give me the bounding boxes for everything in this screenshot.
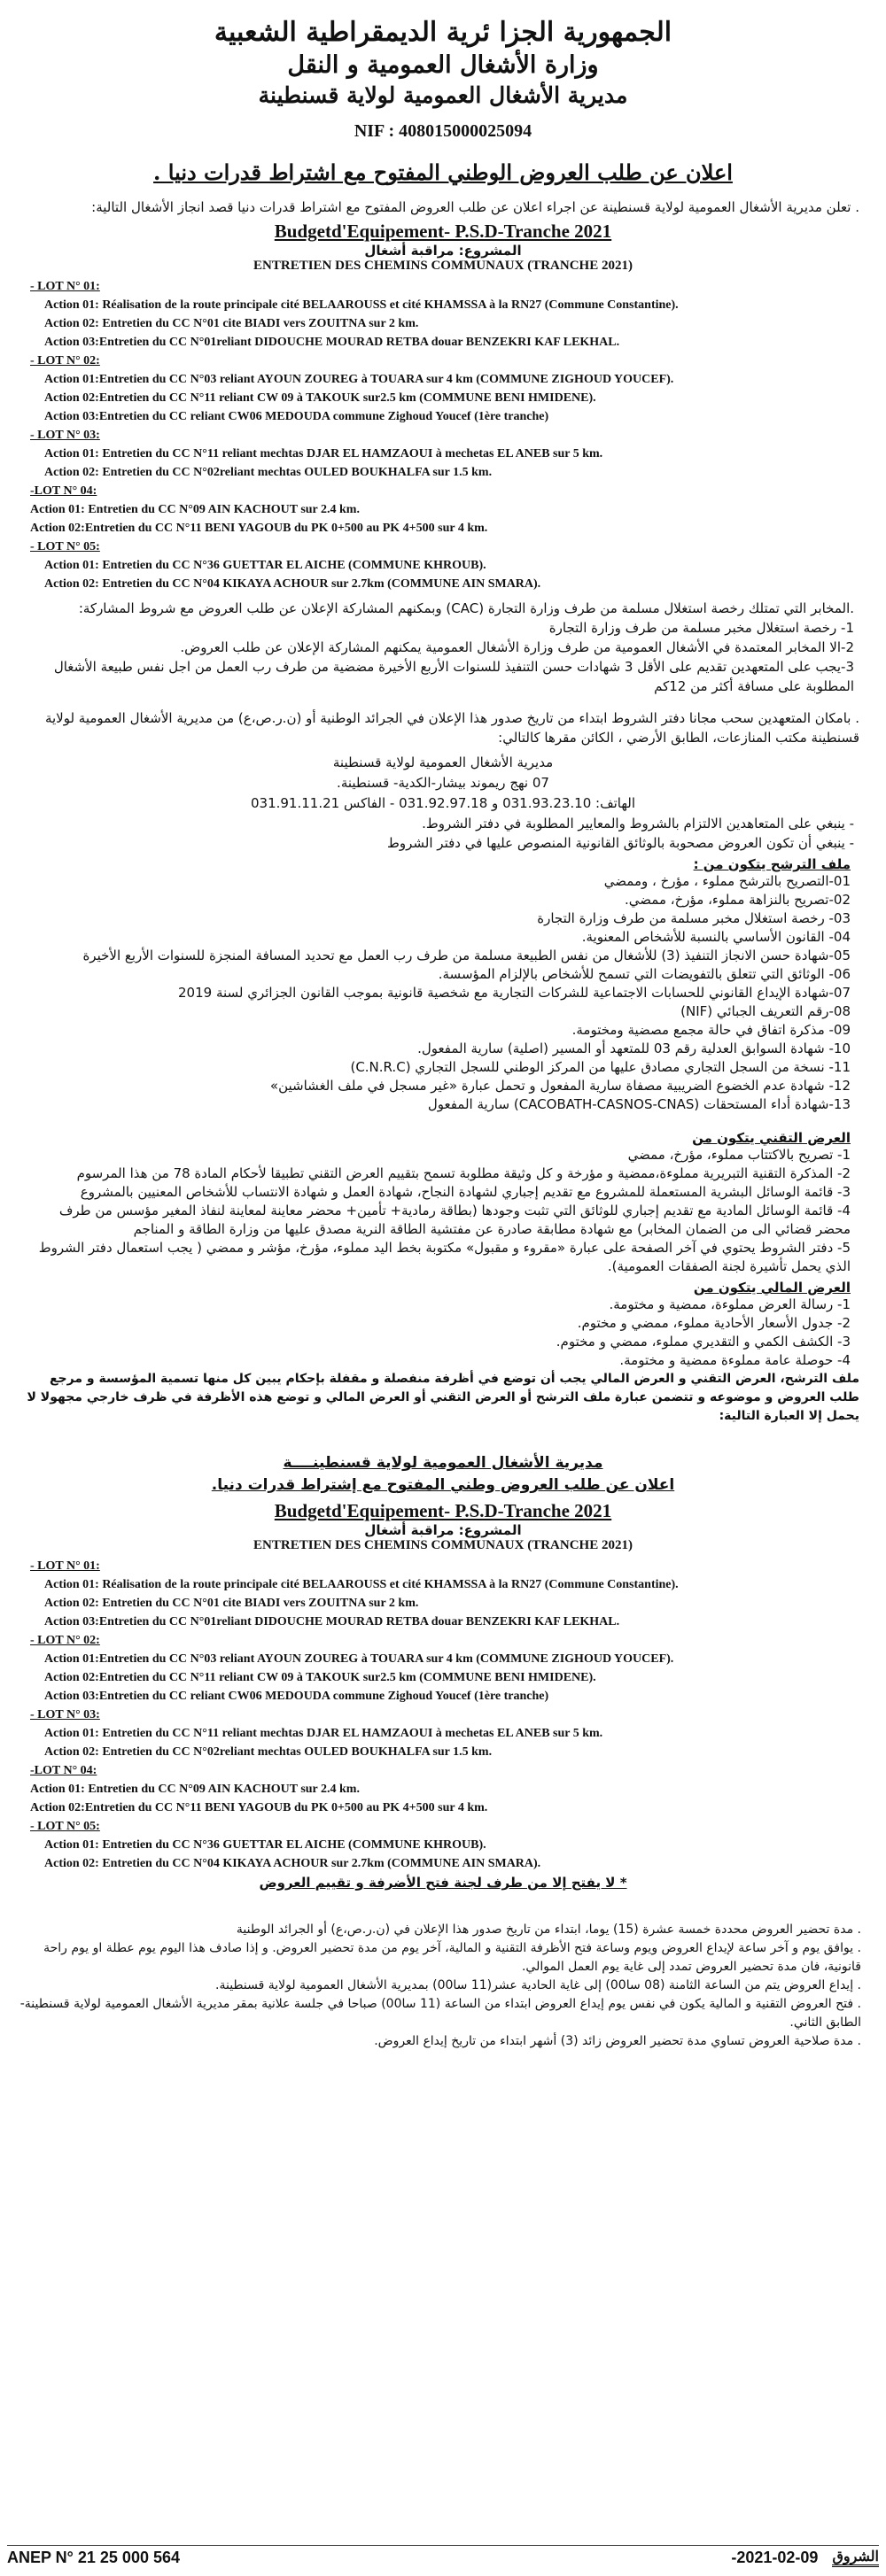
nif-number: NIF : 408015000025094 — [354, 121, 532, 141]
technical-item: 4- قائمة الوسائل المادية مع تقديم إجباري للوثائق التي تثبت وجودها (بطاقة رمادية+ تأمين+ محضر معاينة لمعاينة لنفاذ المغير مؤسس من طرف محضر قضائي الى من الضمان المخابر) مع شهادة مطابقة صادرة عن مفتشية الطاقة النرية مصدق عليها من وزارة الطاقة و المناجم — [58, 1203, 851, 1237]
candidature-item: 09- مذكرة اتفاق في حالة مجمع مصضية ومختومة. — [571, 1022, 851, 1038]
second-project-label: المشروع: مراقبة أشغال — [364, 1522, 522, 1538]
lot-action: Action 03:Entretien du CC reliant CW06 MEDOUDA commune Zighoud Youcef (1ère tranche) — [44, 410, 549, 423]
lot-action: Action 02: Entretien du CC N°02reliant mechtas OULED BOUKHALFA sur 1.5 km. — [44, 1745, 493, 1759]
financial-heading: العرض المالي يتكون من — [693, 1280, 851, 1296]
lot-title: -LOT N° 04: — [30, 1764, 97, 1777]
lot-action: Action 01: Entretien du CC N°09 AIN KACHOUT sur 2.4 km. — [30, 1783, 360, 1796]
commit-lines — [0, 814, 886, 853]
lot-title: - LOT N° 03: — [30, 429, 100, 442]
candidature-item: 07-شهادة الإيداع القانوني للحسابات الاجتماعية للشركات التجارية مع شخصية قانونية بموجب القانون الجزائري لسنة 2019 — [177, 985, 851, 1001]
candidature-item: 05-شهادة حسن الانجاز التنفيذ (3) للأشغال من نفس الطبيعة مسلمة من طرف رب العمل مع تحديد المسافة المنجزة للسنوات الأربع الأخيرة — [82, 948, 851, 963]
lot-action: Action 01: Entretien du CC N°36 GUETTAR EL AICHE (COMMUNE KHROUB). — [44, 559, 486, 572]
financial-list — [0, 1296, 886, 1370]
lot-action: Action 01: Entretien du CC N°36 GUETTAR EL AICHE (COMMUNE KHROUB). — [44, 1838, 486, 1852]
lot-title: - LOT N° 03: — [30, 1708, 100, 1721]
candidature-item: 03- رخصة استغلال مخبر مسلمة من طرف وزارة التجارة — [537, 910, 851, 926]
lot-action: Action 01: Réalisation de la route principale cité BELAAROUSS et cité KHAMSSA à la RN27 (Commune Constantine). — [44, 298, 679, 312]
lot-action: Action 01:Entretien du CC N°03 reliant AYOUN ZOUREG à TOUARA sur 4 km (COMMUNE ZIGHOUD YOUCEF). — [44, 1652, 674, 1666]
participation-line: 1- رخصة استغلال مخبر مسلمة من طرف وزارة التجارة — [548, 620, 854, 636]
notice-title: اعلان عن طلب العروض الوطني المفتوح مع اشتراط قدرات دنيا . — [153, 159, 733, 185]
participation-line: .المخابر التي تمتلك رخصة استغلال مسلمة من طرف وزارة التجارة (CAC) وبمكنهم المشاركة الإعلان عن طلب العروض مع شروط المشاركة: — [78, 600, 854, 616]
technical-item: 3- قائمة الوسائل البشرية المستعملة للمشروع مع تقديم إجباري لشهادة النجاح، شهادة العمل و شهادة الانتساب للأشخاص المعنيين بالمشروع — [80, 1184, 851, 1200]
lot-action: Action 02: Entretien du CC N°04 KIKAYA ACHOUR sur 2.7km (COMMUNE AIN SMARA). — [44, 1857, 541, 1870]
candidature-item: 04- القانون الأساسي بالنسبة للأشخاص المعنوية. — [581, 929, 851, 945]
lot-action: Action 02: Entretien du CC N°02reliant mechtas OULED BOUKHALFA sur 1.5 km. — [44, 466, 493, 479]
second-notice-block — [0, 1452, 886, 1891]
financial-item: 1- رسالة العرض مملوءة، ممضية و مختومة. — [609, 1296, 851, 1312]
technical-item: 5- دفتر الشروط يحتوي في آخر الصفحة على عبارة «مقروء و مقبول» مكتوبة بخط اليد مملوء، مؤرخ، مؤشر و ممضي ( يجب استعمال دفتر الشروط الذي يحمل تأشيرة لجنة الصفقات العمومية). — [38, 1240, 851, 1274]
lot-action: Action 02:Entretien du CC N°11 BENI YAGOUB du PK 0+500 au PK 4+500 sur 4 km. — [30, 522, 488, 535]
withdraw-paragraph: . بامكان المتعهدين سحب مجانا دفتر الشروط ابتداء من تاريخ صدور هذا الإعلان في الجرائد الوطنية أو (ن.ر.ص،ع) من مديرية الأشغال العمومية لولاية قسنطينة مكتب المنازعات، الطابق الأرضي ، الكائن مقرها كالتالي: — [44, 710, 859, 746]
lot-action: Action 02: Entretien du CC N°01 cite BIADI vers ZOUITNA sur 2 km. — [44, 1597, 419, 1610]
lot-action: Action 03:Entretien du CC N°01reliant DIDOUCHE MOURAD RETBA douar BENZEKRI KAF LEKHAL. — [44, 1615, 620, 1628]
address-line: الهاتف: 031.93.23.10 و 031.92.97.18 - الفاكس 031.91.11.21 — [250, 795, 636, 811]
candidature-list — [0, 872, 886, 1114]
candidature-item: 13-شهادة أداء المستحقات (CACOBATH-CASNOS-CNAS) سارية المفعول — [427, 1096, 851, 1112]
lots-list — [0, 277, 886, 593]
anep-number: ANEP N° 21 25 000 564 — [7, 2549, 180, 2566]
lot-action: Action 01: Réalisation de la route principale cité BELAAROUSS et cité KHAMSSA à la RN27 (Commune Constantine). — [44, 1578, 679, 1591]
technical-item: 1- تصريح بالاكتتاب مملوء، مؤرخ، ممضي — [627, 1147, 851, 1163]
lot-5 — [30, 1817, 868, 1873]
lot-title: -LOT N° 04: — [30, 484, 97, 498]
participation-line: 2-الا المخابر المعتمدة في الأشغال العمومية من طرف وزارة الأشغال العمومية يمكنهم المشاركة الإعلان عن طلب العروض. — [180, 639, 854, 655]
lot-action: Action 01: Entretien du CC N°11 reliant mechtas DJAR EL HAMZAOUI à mechetas EL ANEB sur 5 km. — [44, 1727, 603, 1740]
second-lots-list — [0, 1557, 886, 1873]
lot-action: Action 01: Entretien du CC N°09 AIN KACHOUT sur 2.4 km. — [30, 503, 360, 516]
lot-action: Action 02:Entretien du CC N°11 BENI YAGOUB du PK 0+500 au PK 4+500 sur 4 km. — [30, 1801, 488, 1814]
footer-bar — [7, 2545, 879, 2567]
final-line: . مدة تحضير العروض محددة خمسة عشرة (15) يوما، ابتداء من تاريخ صدور هذا الإعلان في (ن.ر.ص،ع) أو الجرائد الوطنية — [236, 1922, 861, 1937]
participation-conditions — [0, 599, 886, 696]
second-entretien-heading: ENTRETIEN DES CHEMINS COMMUNAUX (TRANCHE 2021) — [253, 1538, 633, 1552]
lot-action: Action 01:Entretien du CC N°03 reliant AYOUN ZOUREG à TOUARA sur 4 km (COMMUNE ZIGHOUD YOUCEF). — [44, 373, 674, 386]
final-line: . إيداع العروض يتم من الساعة الثامنة (08 سا00) إلى غاية الحادية عشر(11 سا00) بمديرية الأشغال العمومية لولاية قسنطينة. — [215, 1978, 861, 1992]
do-not-open-note: * لا يفتح إلا من طرف لجنة فتح الأضرفة و تقييم العروض — [259, 1875, 627, 1891]
lot-4 — [30, 1761, 868, 1817]
technical-heading: العرض التقني يتكون من — [692, 1130, 851, 1146]
candidature-item: 01-التصريح بالترشح مملوء ، مؤرخ ، وممضي — [603, 873, 851, 889]
intro-paragraph: . تعلن مديرية الأشغال العمومية لولاية قسنطينة عن اجراء اعلان عن طلب العروض المفتوح مع اشتراط قدرات دنيا قصد انجاز الأشغال التالية: — [91, 199, 859, 215]
participation-line: 3-يجب على المتعهدين تقديم على الأقل 3 شهادات حسن التنفيذ للسنوات الأربع الأخيرة مضضية من طرف رب العمل من اجل نفس طبيعة الأشغال المطلوبة على مسافة أكثر من 12كم — [53, 659, 854, 694]
publication-name: الشروق — [832, 2548, 879, 2567]
technical-item: 2- المذكرة التقنية التبريرية مملوءة،ممضية و مؤرخة و كل وثيقة مطلوبة تسمح بتقييم العرض التقني تطبيقا لأحكام المادة 78 من هذا المرسوم — [76, 1165, 851, 1181]
lot-action: Action 02:Entretien du CC N°11 reliant CW 09 à TAKOUK sur2.5 km (COMMUNE BENI HMIDENE). — [44, 391, 596, 405]
candidature-item: 10- شهادة السوابق العدلية رقم 03 للمتعهد أو المسير (اصلية) سارية المفعول. — [417, 1040, 851, 1056]
lot-title: - LOT N° 02: — [30, 1634, 100, 1647]
address-block — [0, 753, 886, 814]
lot-3 — [30, 426, 868, 482]
lot-title: - LOT N° 02: — [30, 354, 100, 367]
lot-title: - LOT N° 01: — [30, 280, 100, 293]
lot-action: Action 03:Entretien du CC N°01reliant DIDOUCHE MOURAD RETBA douar BENZEKRI KAF LEKHAL. — [44, 336, 620, 349]
address-line: 07 نهج ريموند بيشار-الكدية- قسنطينة. — [337, 775, 549, 791]
lot-action: Action 02: Entretien du CC N°04 KIKAYA ACHOUR sur 2.7km (COMMUNE AIN SMARA). — [44, 577, 541, 591]
envelope-note: ملف الترشح، العرض التقني و العرض المالي يجب أن توضع في أظرفة منفصلة و مقفلة بإحكام يبين كل منها تسمية المؤسسة و مرجع طلب العروض و موضوعه و تتضمن عبارة ملف الترشح أو العرض التقني أو العرض المالي و توضع هذه الأظرفة في ظرف خارجي مجهولا لا يحمل إلا العبارة التالية: — [27, 1372, 859, 1423]
candidature-item: 11- نسخة من السجل التجاري مصادق عليها من المركز الوطني للسجل التجاري (C.N.R.C) — [350, 1059, 851, 1075]
financial-item: 2- جدول الأسعار الأحادية مملوء، ممضي و مختوم. — [577, 1315, 851, 1331]
budget-heading: Budgetd'Equipement- P.S.D-Tranche 2021 — [274, 220, 612, 242]
financial-item: 4- حوصلة عامة مملوءة ممضية و مختومة. — [619, 1352, 851, 1368]
lot-action: Action 02: Entretien du CC N°01 cite BIADI vers ZOUITNA sur 2 km. — [44, 317, 419, 330]
technical-list — [0, 1146, 886, 1276]
project-label: المشروع: مراقبة أشغال — [364, 243, 522, 259]
second-directorate: مديرية الأشغال العمومية لولاية قسنطينــــة — [283, 1454, 603, 1472]
publication-date: -2021-02-09 — [731, 2549, 819, 2566]
financial-item: 3- الكشف الكمي و التقديري مملوء، ممضي و مختوم. — [556, 1334, 851, 1350]
candidature-item: 08-رقم التعريف الجبائي (NIF) — [680, 1003, 851, 1019]
lot-action: Action 01: Entretien du CC N°11 reliant mechtas DJAR EL HAMZAOUI à mechetas EL ANEB sur 5 km. — [44, 447, 603, 460]
lot-1 — [30, 1557, 868, 1631]
final-conditions — [0, 1921, 886, 2051]
candidature-item: 02-تصريح بالنزاهة مملوء، مؤرخ، ممضي. — [625, 892, 851, 908]
lot-title: - LOT N° 01: — [30, 1559, 100, 1573]
lot-5 — [30, 538, 868, 593]
second-budget-heading: Budgetd'Equipement- P.S.D-Tranche 2021 — [274, 1500, 612, 1521]
address-line: مديرية الأشغال العمومية لولاية قسنطينة — [332, 754, 554, 770]
lot-action: Action 03:Entretien du CC reliant CW06 MEDOUDA commune Zighoud Youcef (1ère tranche) — [44, 1690, 549, 1703]
lot-action: Action 02:Entretien du CC N°11 reliant CW 09 à TAKOUK sur2.5 km (COMMUNE BENI HMIDENE). — [44, 1671, 596, 1684]
header-directorate: مديرية الأشغال العمومية لولاية قسنطينة — [258, 82, 628, 108]
final-line: . يوافق يوم و آخر ساعة لإيداع العروض ويوم وساعة فتح الأظرفة التقنية و المالية، آخر يوم من مدة تحضير العروض. و إذا صادف هذا اليوم يوم عطلة او يوم راحة قانونية، فان مدة تحضير العروض تمدد إلى غاية يوم العمل الموالي. — [43, 1941, 861, 1974]
final-line: . مدة صلاحية العروض تساوي مدة تحضير العروض زائد (3) أشهر ابتداء من تاريخ إيداع العروض. — [374, 2034, 861, 2048]
lot-title: - LOT N° 05: — [30, 1820, 100, 1833]
candidature-item: 06- الوثائق التي تتعلق بالتفويضات التي تسمح للأشخاص بالإلزام المؤسسة. — [438, 966, 851, 982]
lot-3 — [30, 1706, 868, 1761]
candidature-heading: ملف الترشح يتكون من : — [693, 856, 851, 872]
header-republic: الجمهورية الجزا ئرية الديمقراطية الشعبية — [214, 17, 672, 48]
entretien-heading: ENTRETIEN DES CHEMINS COMMUNAUX (TRANCHE 2021) — [253, 259, 633, 273]
second-title: اعلان عن طلب العروض وطني المفتوح مع إشتراط قدرات دنيا. — [211, 1476, 675, 1494]
commit-line: - ينبغي أن تكون العروض مصحوبة بالوثائق القانونية المنصوص عليها في دفتر الشروط — [387, 835, 854, 851]
lot-1 — [30, 277, 868, 352]
candidature-item: 12- شهادة عدم الخضوع الضريبية مصفاة سارية المفعول و تحمل عبارة «غير مسجل في ملف الغشاشين» — [269, 1078, 851, 1094]
lot-4 — [30, 482, 868, 538]
header-ministry: وزارة الأشغال العمومية و النقل — [287, 51, 599, 79]
lot-2 — [30, 352, 868, 426]
final-line: . فتح العروض التقنية و المالية يكون في نفس يوم إيداع العروض ابتداء من الساعة (11 سا00) صباحا في جلسة علانية بمقر مديرية الأشغال العمومية لولاية قسنطينة-الطابق الثاني. — [19, 1997, 861, 2030]
lot-2 — [30, 1631, 868, 1706]
commit-line: - ينبغي على المتعاهدين الالتزام بالشروط والمعايير المطلوبة في دفتر الشروط. — [422, 816, 854, 832]
lot-title: - LOT N° 05: — [30, 540, 100, 553]
